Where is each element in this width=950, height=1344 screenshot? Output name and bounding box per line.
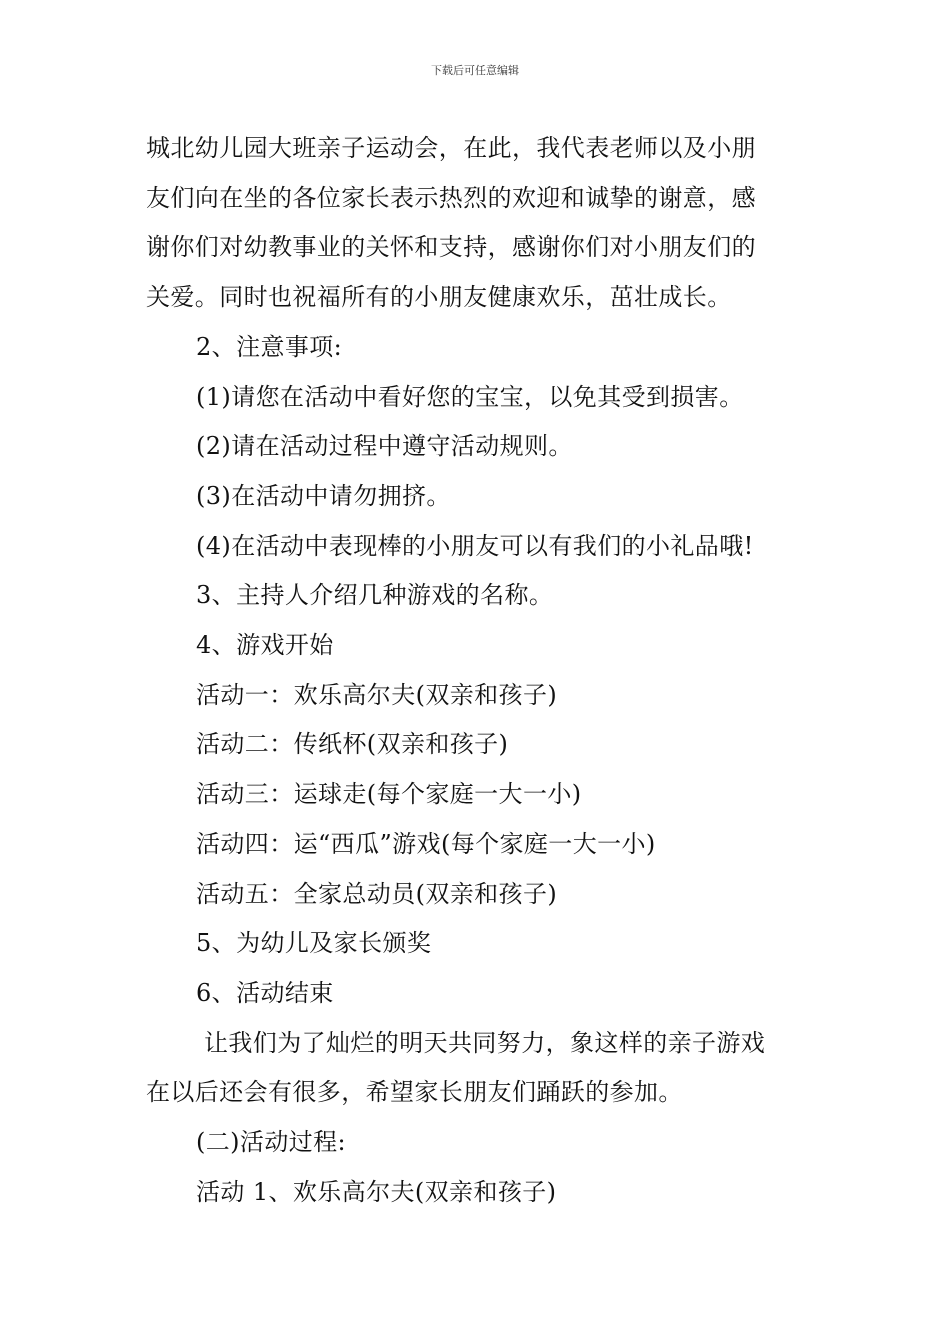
section-heading: 4、游戏开始 xyxy=(196,631,334,660)
list-item: 活动一：欢乐高尔夫(双亲和孩子) xyxy=(196,680,558,709)
document-body xyxy=(146,124,810,1217)
list-item: 活动三：运球走(每个家庭一大一小) xyxy=(196,780,582,809)
paragraph-line: 在以后还会有很多，希望家长朋友们踊跃的参加。 xyxy=(146,1078,683,1107)
section-heading: (二)活动过程: xyxy=(196,1128,347,1157)
paragraph-line: 谢你们对幼教事业的关怀和支持，感谢你们对小朋友们的 xyxy=(146,233,756,262)
section-heading: 3、主持人介绍几种游戏的名称。 xyxy=(196,581,554,610)
section-heading: 5、为幼儿及家长颁奖 xyxy=(196,929,432,958)
page-header: 下载后可任意编辑 xyxy=(431,64,519,77)
list-item: (2)请在活动过程中遵守活动规则。 xyxy=(196,432,573,461)
list-item: (4)在活动中表现棒的小朋友可以有我们的小礼品哦! xyxy=(196,531,754,560)
list-item: 活动 1、欢乐高尔夫(双亲和孩子) xyxy=(196,1177,557,1206)
list-item: (3)在活动中请勿拥挤。 xyxy=(196,481,451,510)
list-item: 活动四：运“西瓜”游戏(每个家庭一大一小) xyxy=(196,829,656,858)
section-heading: 6、活动结束 xyxy=(196,978,334,1007)
section-heading: 2、注意事项: xyxy=(196,332,343,361)
paragraph-line: 城北幼儿园大班亲子运动会，在此，我代表老师以及小朋 xyxy=(146,134,756,162)
paragraph-line: 让我们为了灿烂的明天共同努力，象这样的亲子游戏 xyxy=(204,1028,766,1057)
paragraph-line: 关爱。同时也祝福所有的小朋友健康欢乐，茁壮成长。 xyxy=(146,283,732,312)
paragraph-line: 友们向在坐的各位家长表示热烈的欢迎和诚挚的谢意，感 xyxy=(146,183,756,212)
list-item: 活动五：全家总动员(双亲和孩子) xyxy=(196,879,558,908)
list-item: 活动二：传纸杯(双亲和孩子) xyxy=(196,730,509,759)
list-item: (1)请您在活动中看好您的宝宝，以免其受到损害。 xyxy=(196,382,744,411)
